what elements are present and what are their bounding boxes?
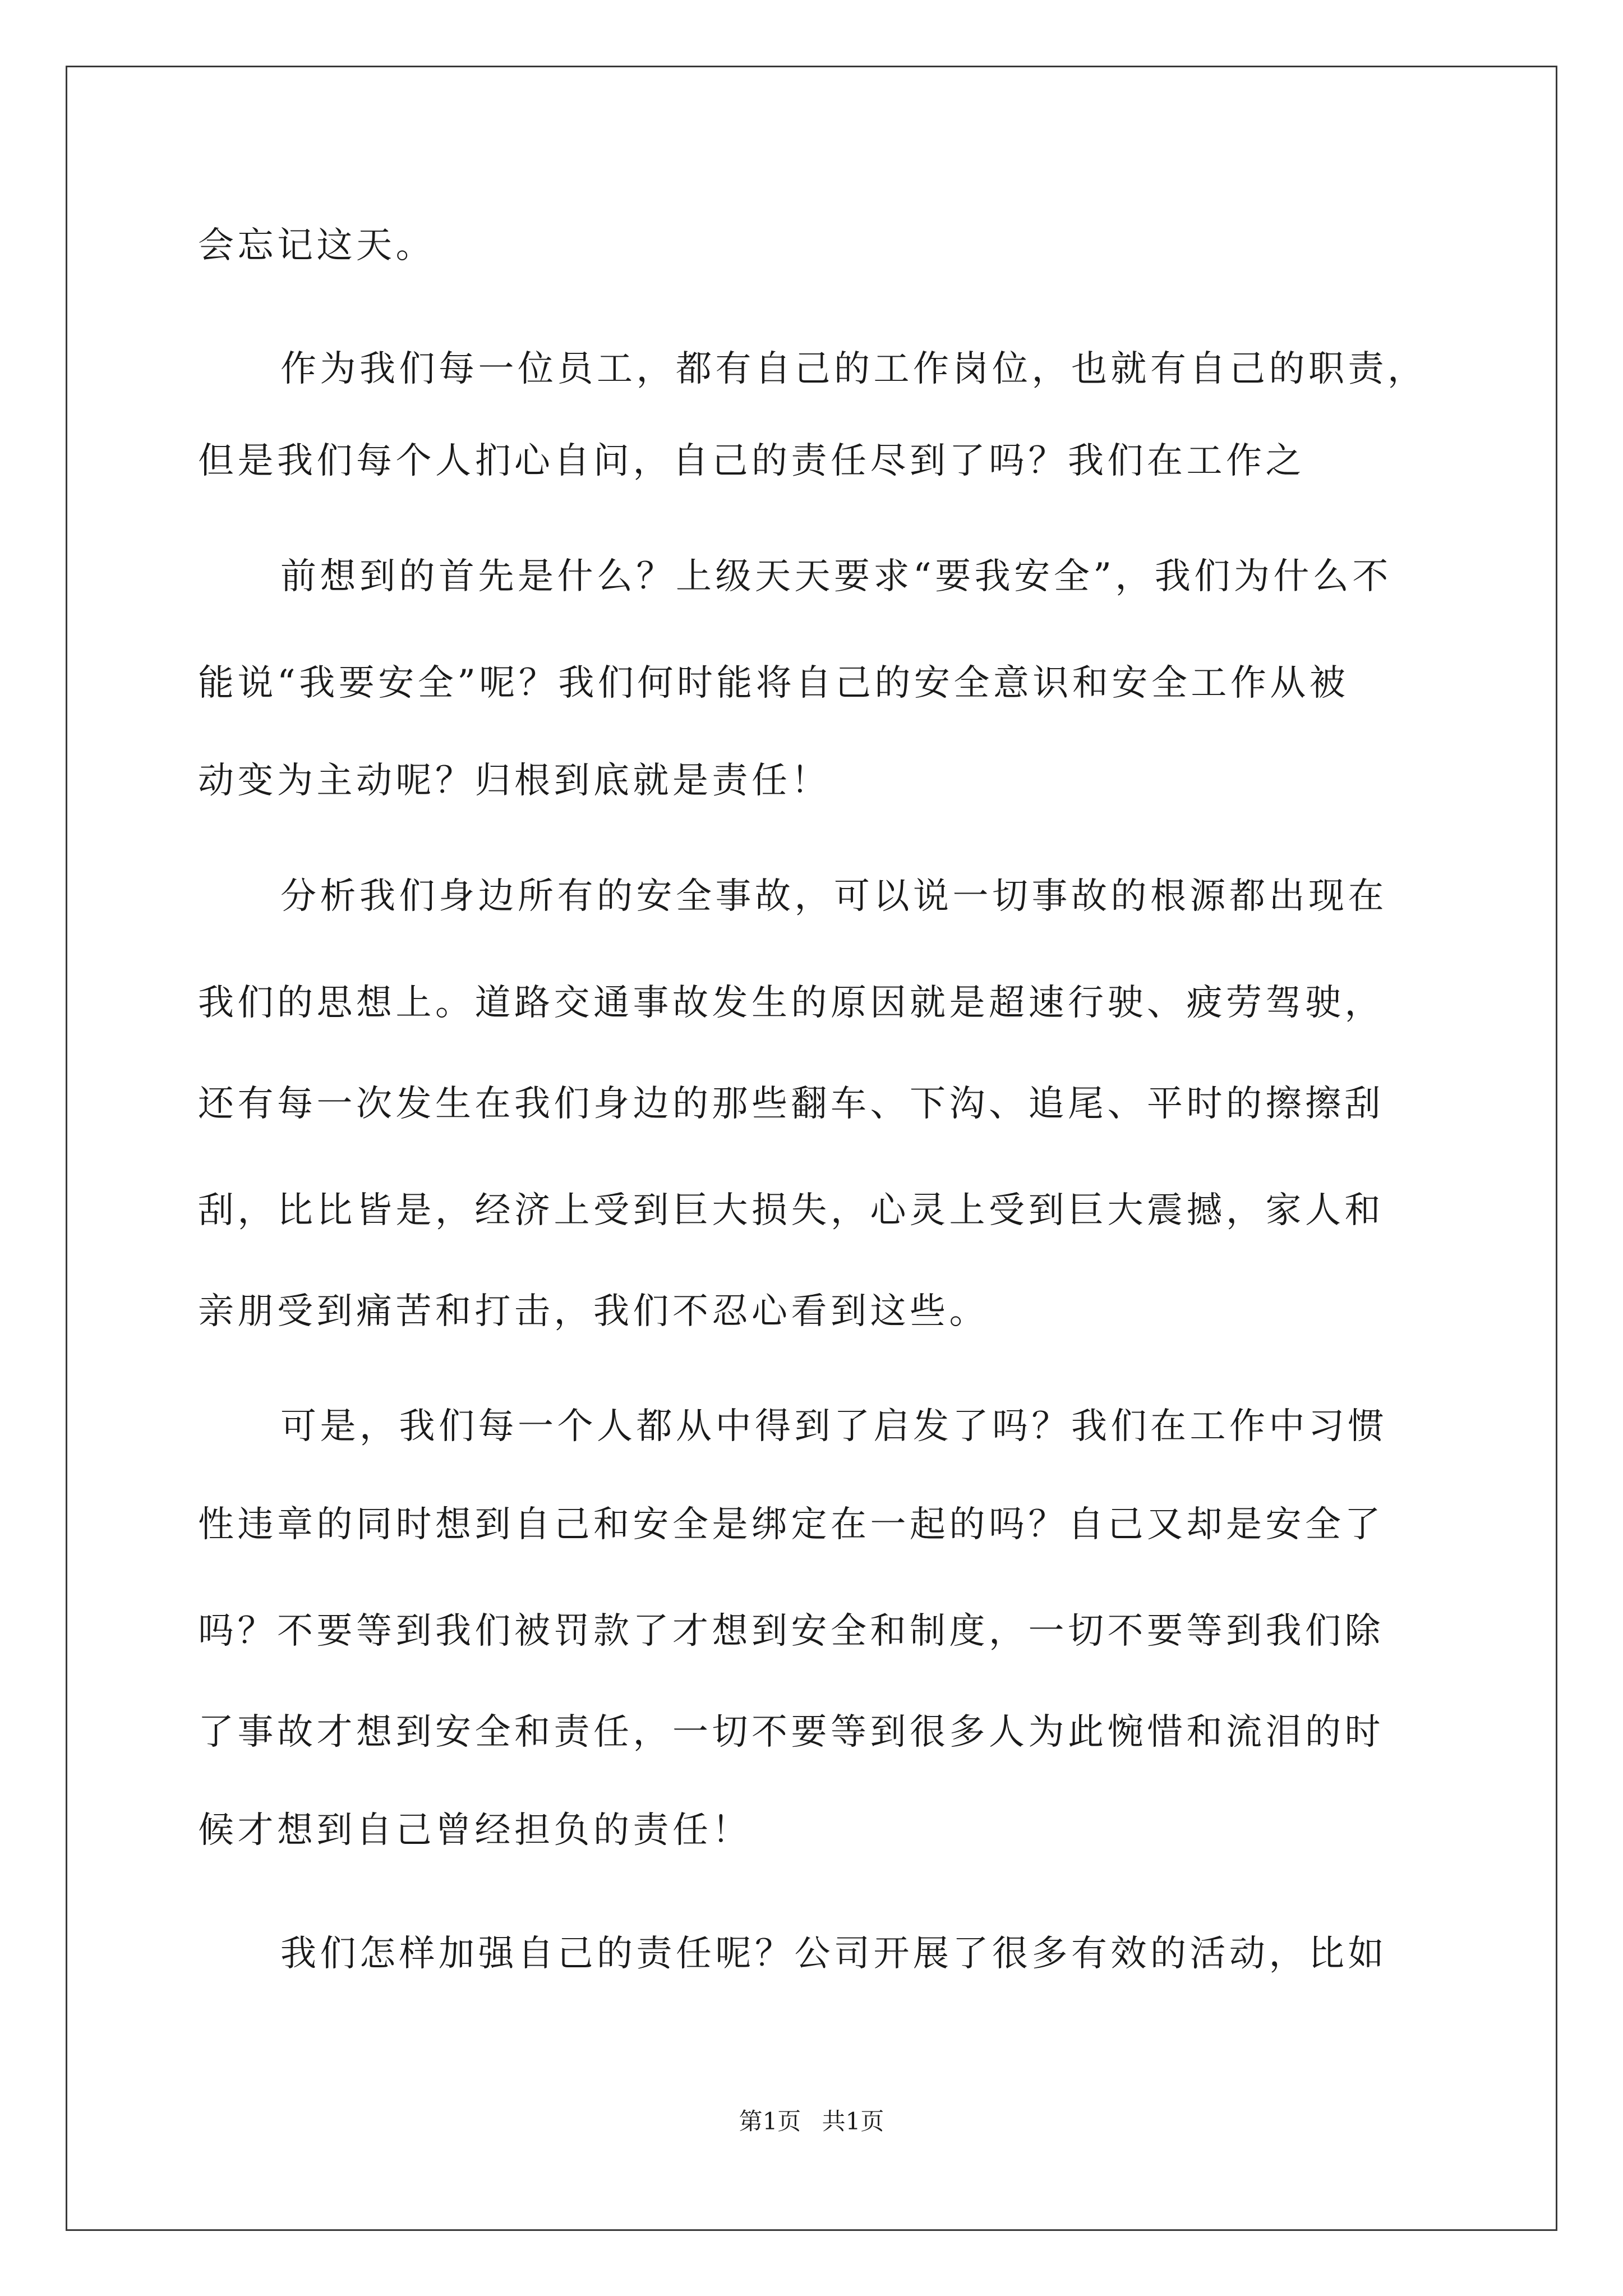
text-line: 候才想到自己曾经担负的责任！ — [198, 1810, 751, 1851]
text-line: 我们的思想上。道路交通事故发生的原因就是超速行驶、疲劳驾驶， — [198, 982, 1384, 1024]
text-line: 刮，比比皆是，经济上受到巨大损失，心灵上受到巨大震撼，家人和 — [198, 1190, 1384, 1231]
text-line: 作为我们每一位员工，都有自己的工作岗位，也就有自己的职责， — [280, 348, 1427, 390]
text-line: 动变为主动呢？归根到底就是责任！ — [198, 760, 831, 802]
text-line: 吗？不要等到我们被罚款了才想到安全和制度，一切不要等到我们除 — [198, 1611, 1384, 1652]
text-line: 亲朋受到痛苦和打击，我们不忍心看到这些。 — [198, 1291, 989, 1332]
text-line: 会忘记这天。 — [198, 225, 435, 266]
page-total: 共1页 — [822, 2108, 884, 2135]
text-line: 能说“我要安全”呢？我们何时能将自己的安全意识和安全工作从被 — [198, 662, 1349, 704]
page-footer — [0, 2105, 1623, 2138]
text-line: 但是我们每个人扪心自问，自己的责任尽到了吗？我们在工作之 — [198, 440, 1305, 482]
page-number: 第1页 — [739, 2108, 801, 2135]
text-line: 了事故才想到安全和责任，一切不要等到很多人为此惋惜和流泪的时 — [198, 1711, 1384, 1753]
text-line: 分析我们身边所有的安全事故，可以说一切事故的根源都出现在 — [280, 876, 1387, 917]
text-line: 前想到的首先是什么？上级天天要求“要我安全”，我们为什么不 — [280, 556, 1392, 597]
text-line: 我们怎样加强自己的责任呢？公司开展了很多有效的活动，比如 — [280, 1933, 1387, 1975]
text-line: 性违章的同时想到自己和安全是绑定在一起的吗？自己又却是安全了 — [198, 1504, 1384, 1545]
text-line: 还有每一次发生在我们身边的那些翻车、下沟、追尾、平时的擦擦刮 — [198, 1083, 1384, 1125]
text-line: 可是，我们每一个人都从中得到了启发了吗？我们在工作中习惯 — [280, 1406, 1387, 1447]
